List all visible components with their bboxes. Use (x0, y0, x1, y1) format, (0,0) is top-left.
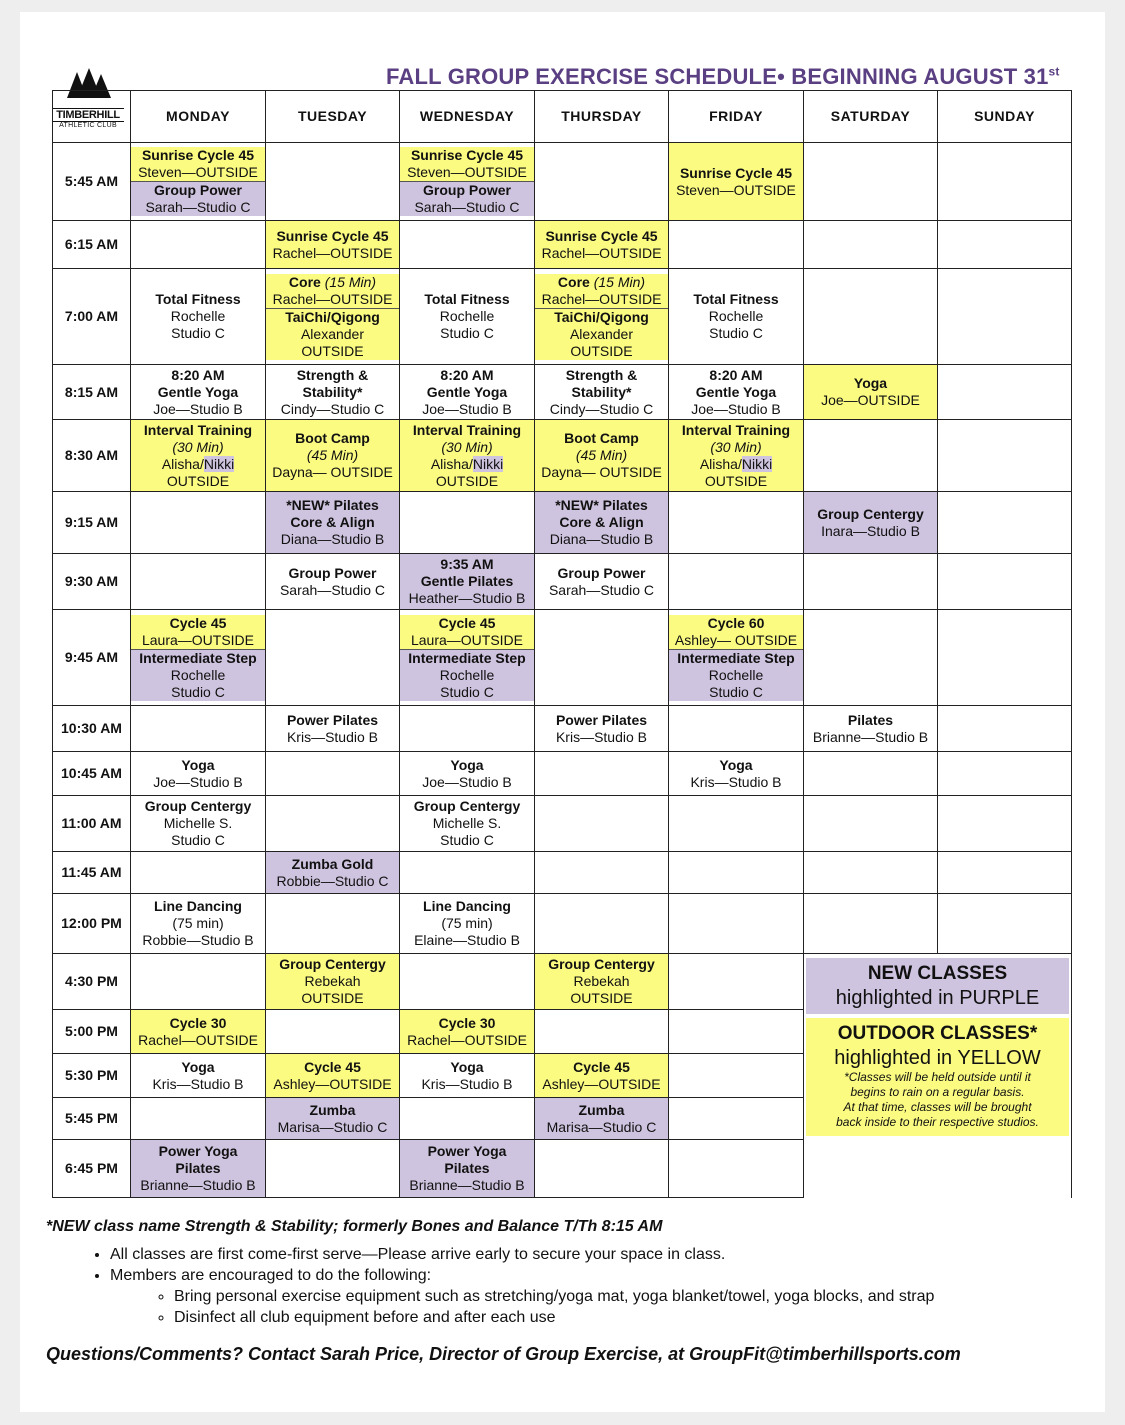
legend-outdoor-title: OUTDOOR CLASSES* (837, 1023, 1038, 1044)
class-cell (938, 221, 1072, 269)
day-header: MONDAY (131, 91, 266, 143)
class-cell (266, 894, 400, 954)
class-cell (669, 492, 804, 554)
class-cell: Power Pilates Kris—Studio B (266, 706, 400, 752)
class-cell (804, 420, 938, 492)
class-cell: Core (15 Min) Rachel—OUTSIDE TaiChi/Qigong Alexander OUTSIDE (266, 269, 400, 365)
time-slot: 9:15 AM (53, 492, 131, 554)
class-cell (266, 752, 400, 796)
class-cell: Line Dancing (75 min) Elaine—Studio B (400, 894, 535, 954)
time-slot: 10:30 AM (53, 706, 131, 752)
time-slot: 5:45 AM (53, 143, 131, 221)
legend-note: At that time, classes will be brought (843, 1100, 1032, 1114)
legend-new-title: NEW CLASSES (867, 963, 1008, 984)
time-slot: 12:00 PM (53, 894, 131, 954)
class-cell: Cycle 45 Laura—OUTSIDE Intermediate Step Rochelle Studio C (131, 610, 266, 706)
legend-note: *Classes will be held outside until it (844, 1070, 1031, 1084)
legend-outdoor-sub: highlighted in YELLOW (834, 1047, 1041, 1069)
class-cell (804, 796, 938, 852)
class-cell: Sunrise Cycle 45 Steven—OUTSIDE (669, 143, 804, 221)
class-cell (804, 894, 938, 954)
class-cell (131, 852, 266, 894)
class-cell: Pilates Brianne—Studio B (804, 706, 938, 752)
time-slot: 11:45 AM (53, 852, 131, 894)
class-cell (938, 492, 1072, 554)
time-slot: 8:15 AM (53, 365, 131, 420)
class-cell: Strength & Stability* Cindy—Studio C (266, 365, 400, 420)
note-sub-bullet: ◦ Disinfect all club equipment before and after each use (174, 1307, 1086, 1328)
class-cell (131, 1098, 266, 1140)
class-cell: Total Fitness Rochelle Studio C (400, 269, 535, 365)
class-cell (938, 269, 1072, 365)
class-cell: 8:20 AM Gentle Yoga Joe—Studio B (400, 365, 535, 420)
day-header: SUNDAY (938, 91, 1072, 143)
class-cell: Cycle 45 Laura—OUTSIDE Intermediate Step Rochelle Studio C (400, 610, 535, 706)
class-cell: Zumba Marisa—Studio C (535, 1098, 669, 1140)
class-cell (804, 610, 938, 706)
new-class-note: *NEW class name Strength & Stability; formerly Bones and Balance T/Th 8:15 AM (46, 1218, 663, 1235)
class-cell: Yoga Kris—Studio B (400, 1054, 535, 1098)
day-header: WEDNESDAY (400, 91, 535, 143)
class-cell: Boot Camp (45 Min) Dayna— OUTSIDE (535, 420, 669, 492)
logo-sub: ATHLETIC CLUB (59, 122, 117, 129)
time-slot: 10:45 AM (53, 752, 131, 796)
class-cell (400, 706, 535, 752)
time-slot: 9:45 AM (53, 610, 131, 706)
time-slot: 11:00 AM (53, 796, 131, 852)
class-cell (938, 852, 1072, 894)
class-cell (804, 269, 938, 365)
time-slot: 5:45 PM (53, 1098, 131, 1140)
class-cell: Interval Training (30 Min) Alisha/Nikki OUTSIDE (669, 420, 804, 492)
class-cell: Group Centergy Michelle S. Studio C (131, 796, 266, 852)
class-cell: Boot Camp (45 Min) Dayna— OUTSIDE (266, 420, 400, 492)
class-cell: Power Yoga Pilates Brianne—Studio B (131, 1140, 266, 1198)
class-cell (535, 1010, 669, 1054)
class-cell (938, 796, 1072, 852)
class-cell (400, 954, 535, 1010)
schedule-table (52, 90, 1072, 1198)
class-cell (669, 221, 804, 269)
class-cell: Interval Training (30 Min) Alisha/Nikki OUTSIDE (131, 420, 266, 492)
class-cell (131, 954, 266, 1010)
class-cell: Cycle 60 Ashley— OUTSIDE Intermediate Step Rochelle Studio C (669, 610, 804, 706)
legend-note: back inside to their respective studios. (836, 1115, 1039, 1129)
class-cell (669, 796, 804, 852)
class-cell: Group Centergy Inara—Studio B (804, 492, 938, 554)
day-header: FRIDAY (669, 91, 804, 143)
legend-box (804, 954, 1072, 1198)
class-cell (266, 1140, 400, 1198)
class-cell: Zumba Gold Robbie—Studio C (266, 852, 400, 894)
class-cell (938, 752, 1072, 796)
class-cell (131, 221, 266, 269)
class-cell: Yoga Kris—Studio B (131, 1054, 266, 1098)
class-cell (804, 752, 938, 796)
time-slot: 6:15 AM (53, 221, 131, 269)
class-cell (535, 796, 669, 852)
time-slot: 6:45 PM (53, 1140, 131, 1198)
note-bullet: • Members are encouraged to do the following: ◦ Bring personal exercise equipment such as stretching/yoga mat, yoga blanket/towel, yoga blocks, and strap ◦ Disinfect all club equipment before and after each use (110, 1265, 1086, 1328)
time-slot: 9:30 AM (53, 554, 131, 610)
class-cell (669, 1010, 804, 1054)
class-cell: Core (15 Min) Rachel—OUTSIDE TaiChi/Qigong Alexander OUTSIDE (535, 269, 669, 365)
class-cell (266, 796, 400, 852)
notes-section (46, 1218, 1086, 1328)
class-cell: Cycle 30 Rachel—OUTSIDE (131, 1010, 266, 1054)
class-cell: Sunrise Cycle 45 Rachel—OUTSIDE (535, 221, 669, 269)
class-cell: Yoga Kris—Studio B (669, 752, 804, 796)
note-sub-bullet: ◦ Bring personal exercise equipment such as stretching/yoga mat, yoga blanket/towel, yoga blocks, and strap (174, 1286, 1086, 1307)
class-cell (400, 852, 535, 894)
class-cell (938, 143, 1072, 221)
class-cell: 8:20 AM Gentle Yoga Joe—Studio B (669, 365, 804, 420)
class-cell (535, 752, 669, 796)
class-cell: Total Fitness Rochelle Studio C (131, 269, 266, 365)
legend-new-sub: highlighted in PURPLE (835, 987, 1040, 1009)
day-header: SATURDAY (804, 91, 938, 143)
class-cell (804, 221, 938, 269)
class-cell (938, 420, 1072, 492)
class-cell: Sunrise Cycle 45 Steven—OUTSIDE Group Power Sarah—Studio C (400, 143, 535, 221)
class-cell (804, 852, 938, 894)
time-slot: 7:00 AM (53, 269, 131, 365)
class-cell (938, 554, 1072, 610)
class-cell: *NEW* Pilates Core & Align Diana—Studio B (266, 492, 400, 554)
class-cell (669, 852, 804, 894)
time-slot: 5:00 PM (53, 1010, 131, 1054)
class-cell (535, 894, 669, 954)
class-cell: Group Centergy Rebekah OUTSIDE (535, 954, 669, 1010)
class-cell (266, 610, 400, 706)
class-cell: Yoga Joe—Studio B (131, 752, 266, 796)
class-cell: Zumba Marisa—Studio C (266, 1098, 400, 1140)
class-cell: Strength & Stability* Cindy—Studio C (535, 365, 669, 420)
class-cell (131, 554, 266, 610)
class-cell (266, 143, 400, 221)
class-cell: 9:35 AM Gentle Pilates Heather—Studio B (400, 554, 535, 610)
class-cell: Group Centergy Rebekah OUTSIDE (266, 954, 400, 1010)
legend-note: begins to rain on a regular basis. (850, 1085, 1025, 1099)
class-cell (804, 143, 938, 221)
page-title: FALL GROUP EXERCISE SCHEDULE• BEGINNING AUGUST 31st (386, 64, 1060, 89)
class-cell (400, 492, 535, 554)
class-cell (804, 554, 938, 610)
class-cell: Sunrise Cycle 45 Rachel—OUTSIDE (266, 221, 400, 269)
class-cell (669, 1054, 804, 1098)
class-cell: Power Pilates Kris—Studio B (535, 706, 669, 752)
class-cell (938, 706, 1072, 752)
class-cell (535, 852, 669, 894)
class-cell (669, 1098, 804, 1140)
class-cell (669, 894, 804, 954)
class-cell (938, 894, 1072, 954)
class-cell: *NEW* Pilates Core & Align Diana—Studio B (535, 492, 669, 554)
class-cell (669, 954, 804, 1010)
class-cell (669, 1140, 804, 1198)
day-header: TUESDAY (266, 91, 400, 143)
class-cell (669, 554, 804, 610)
class-cell: Yoga Joe—OUTSIDE (804, 365, 938, 420)
time-slot: 8:30 AM (53, 420, 131, 492)
class-cell: Cycle 45 Ashley—OUTSIDE (535, 1054, 669, 1098)
class-cell (669, 706, 804, 752)
class-cell (266, 1010, 400, 1054)
logo-name: TIMBERHILL (52, 108, 124, 122)
class-cell (131, 492, 266, 554)
class-cell: 8:20 AM Gentle Yoga Joe—Studio B (131, 365, 266, 420)
class-cell: Power Yoga Pilates Brianne—Studio B (400, 1140, 535, 1198)
class-cell: Interval Training (30 Min) Alisha/Nikki OUTSIDE (400, 420, 535, 492)
note-bullet: • All classes are first come-first serve—Please arrive early to secure your space in class. (110, 1244, 1086, 1265)
class-cell: Group Power Sarah—Studio C (266, 554, 400, 610)
contact-line: Questions/Comments? Contact Sarah Price, Director of Group Exercise, at GroupFit@timberhillsports.com (46, 1344, 961, 1364)
class-cell (535, 143, 669, 221)
time-slot: 4:30 PM (53, 954, 131, 1010)
class-cell: Cycle 30 Rachel—OUTSIDE (400, 1010, 535, 1054)
class-cell: Group Centergy Michelle S. Studio C (400, 796, 535, 852)
time-slot: 5:30 PM (53, 1054, 131, 1098)
class-cell: Cycle 45 Ashley—OUTSIDE (266, 1054, 400, 1098)
class-cell (938, 365, 1072, 420)
class-cell: Line Dancing (75 min) Robbie—Studio B (131, 894, 266, 954)
class-cell (938, 610, 1072, 706)
class-cell (535, 1140, 669, 1198)
class-cell (400, 221, 535, 269)
class-cell: Yoga Joe—Studio B (400, 752, 535, 796)
class-cell (535, 610, 669, 706)
class-cell: Total Fitness Rochelle Studio C (669, 269, 804, 365)
class-cell (131, 706, 266, 752)
day-header: THURSDAY (535, 91, 669, 143)
class-cell: Group Power Sarah—Studio C (535, 554, 669, 610)
class-cell (400, 1098, 535, 1140)
class-cell: Sunrise Cycle 45 Steven—OUTSIDE Group Power Sarah—Studio C (131, 143, 266, 221)
